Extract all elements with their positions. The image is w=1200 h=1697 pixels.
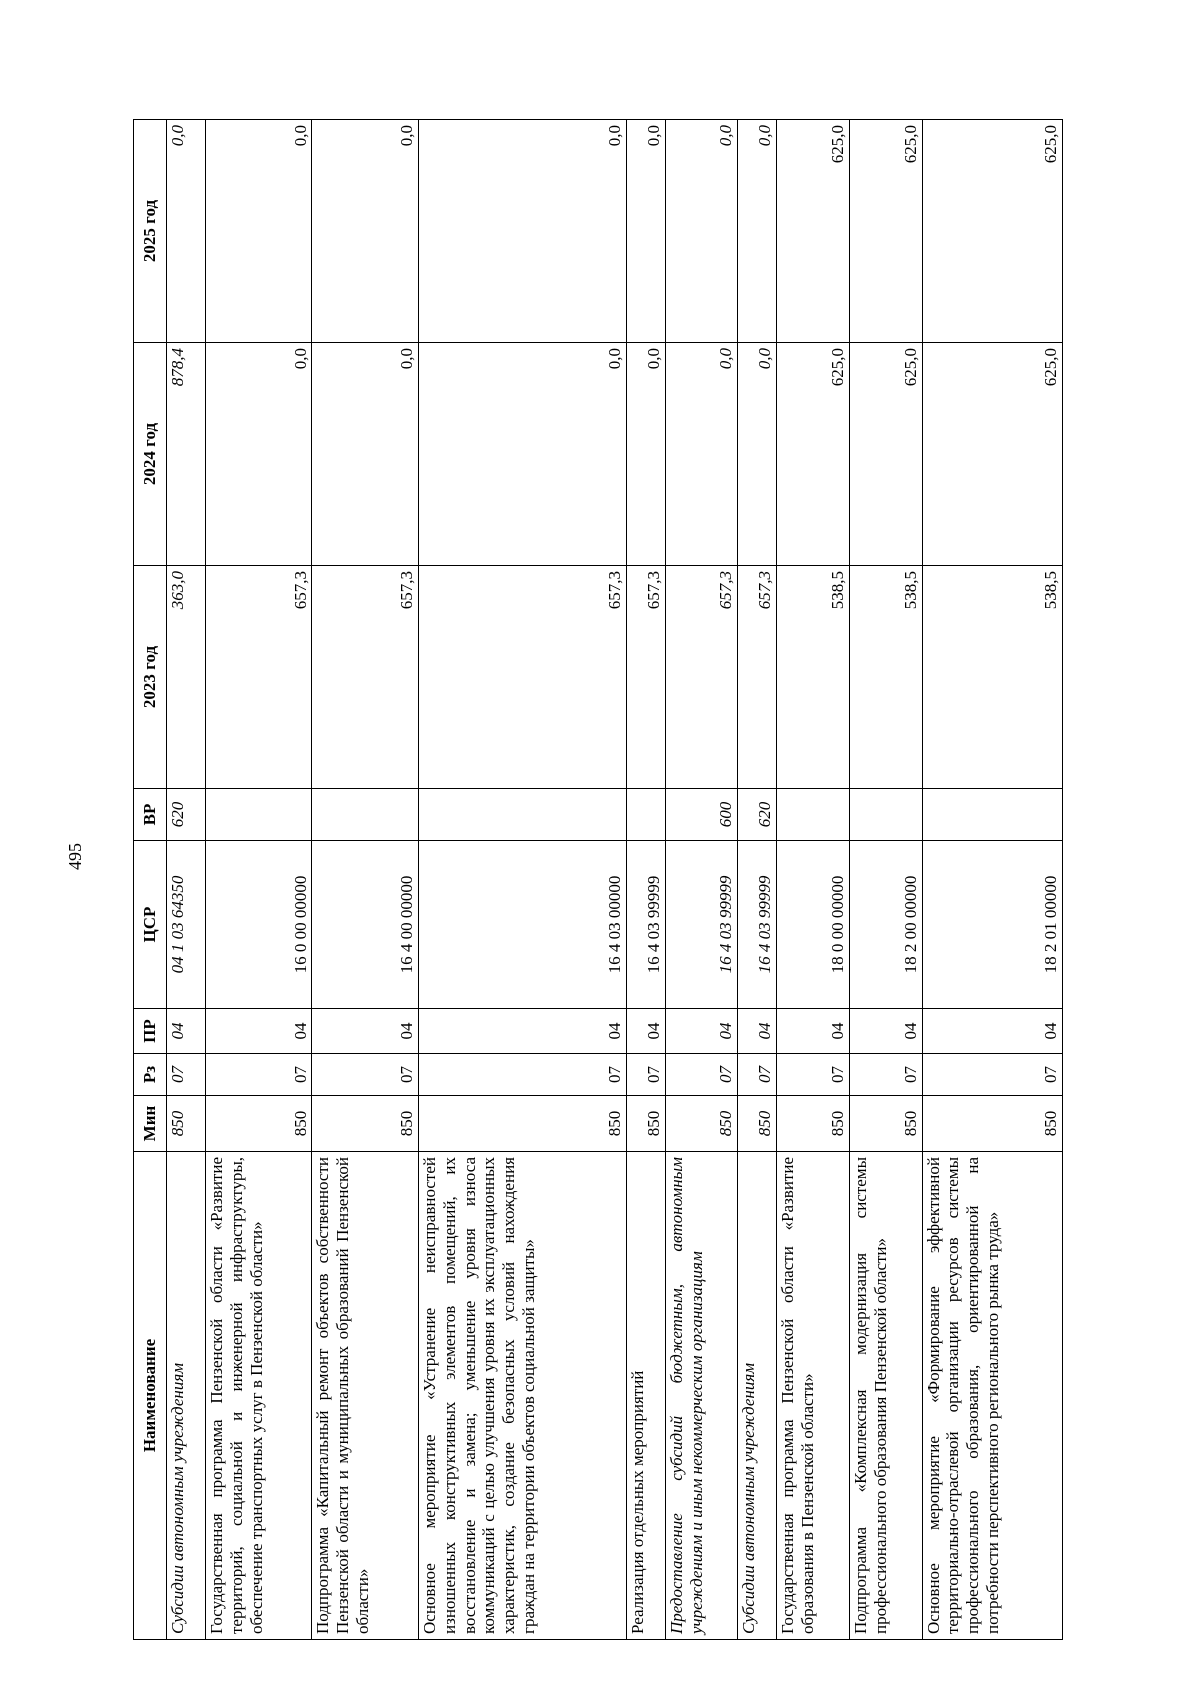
table-row [626,120,665,1640]
rz-cell: 07 [167,1054,206,1096]
pr-cell: 04 [777,1009,850,1054]
rz-cell: 07 [312,1054,418,1096]
rz-cell: 07 [205,1054,311,1096]
name-cell: Субсидии автономным учреждениям [738,1152,777,1640]
table-row [849,120,922,1640]
value-2023-cell: 657,3 [205,566,311,789]
value-2025-cell: 0,0 [626,120,665,343]
value-2025-cell: 0,0 [167,120,206,343]
value-2025-cell: 0,0 [418,120,626,343]
csr-cell: 18 2 01 00000 [922,841,1062,1009]
value-2023-cell: 657,3 [738,566,777,789]
pr-cell: 04 [205,1009,311,1054]
pr-cell: 04 [738,1009,777,1054]
table-row [665,120,738,1640]
rz-cell: 07 [626,1054,665,1096]
table-row [738,120,777,1640]
min-cell: 850 [418,1096,626,1152]
pr-cell: 04 [312,1009,418,1054]
csr-cell: 16 4 03 99999 [738,841,777,1009]
min-cell: 850 [312,1096,418,1152]
rotated-page-content [133,120,1063,1640]
header-2024: 2024 год [134,343,167,566]
value-2025-cell: 0,0 [312,120,418,343]
vr-cell [312,789,418,841]
value-2023-cell: 657,3 [626,566,665,789]
min-cell: 850 [167,1096,206,1152]
table-row [418,120,626,1640]
value-2025-cell: 0,0 [665,120,738,343]
vr-cell: 620 [738,789,777,841]
pr-cell: 04 [922,1009,1062,1054]
csr-cell: 04 1 03 64350 [167,841,206,1009]
pr-cell: 04 [418,1009,626,1054]
table-row [777,120,850,1640]
header-2025: 2025 год [134,120,167,343]
table-row [922,120,1062,1640]
value-2025-cell: 0,0 [738,120,777,343]
value-2023-cell: 538,5 [849,566,922,789]
header-rz: Рз [134,1054,167,1096]
vr-cell [205,789,311,841]
csr-cell: 16 4 03 99999 [626,841,665,1009]
header-vr: ВР [134,789,167,841]
table-header-row [134,120,167,1640]
value-2025-cell: 625,0 [849,120,922,343]
header-csr: ЦСР [134,841,167,1009]
value-2024-cell: 625,0 [849,343,922,566]
csr-cell: 16 4 03 00000 [418,841,626,1009]
csr-cell: 18 0 00 00000 [777,841,850,1009]
rz-cell: 07 [849,1054,922,1096]
value-2024-cell: 0,0 [312,343,418,566]
budget-table [133,119,1063,1640]
name-cell: Государственная программа Пензенской области «Развитие территорий, социальной и инженерной инфраструктуры, обеспечение транспортных услуг в Пензенской области» [205,1152,311,1640]
value-2023-cell: 538,5 [922,566,1062,789]
value-2023-cell: 363,0 [167,566,206,789]
table-row [167,120,206,1640]
value-2025-cell: 0,0 [205,120,311,343]
value-2024-cell: 625,0 [777,343,850,566]
page-number: 495 [65,843,85,870]
min-cell: 850 [777,1096,850,1152]
csr-cell: 16 4 00 00000 [312,841,418,1009]
value-2024-cell: 0,0 [738,343,777,566]
value-2024-cell: 625,0 [922,343,1062,566]
header-2023: 2023 год [134,566,167,789]
min-cell: 850 [738,1096,777,1152]
name-cell: Подпрограмма «Капитальный ремонт объектов собственности Пензенской области и муниципальных образований Пензенской области» [312,1152,418,1640]
name-cell: Основное мероприятие «Формирование эффективной территориально-отраслевой организации ресурсов системы профессионального образования, ориентированной на потребности перспективного регионального рынка труда» [922,1152,1062,1640]
rz-cell: 07 [738,1054,777,1096]
name-cell: Предоставление субсидий бюджетным, автономным учреждениям и иным некоммерческим организациям [665,1152,738,1640]
value-2023-cell: 538,5 [777,566,850,789]
value-2024-cell: 878,4 [167,343,206,566]
csr-cell: 18 2 00 00000 [849,841,922,1009]
vr-cell: 620 [167,789,206,841]
value-2023-cell: 657,3 [312,566,418,789]
vr-cell [922,789,1062,841]
value-2024-cell: 0,0 [205,343,311,566]
vr-cell [626,789,665,841]
min-cell: 850 [849,1096,922,1152]
min-cell: 850 [922,1096,1062,1152]
table-body [167,120,1063,1640]
vr-cell [849,789,922,841]
pr-cell: 04 [665,1009,738,1054]
rz-cell: 07 [418,1054,626,1096]
name-cell: Реализация отдельных мероприятий [626,1152,665,1640]
value-2024-cell: 0,0 [626,343,665,566]
csr-cell: 16 4 03 99999 [665,841,738,1009]
vr-cell: 600 [665,789,738,841]
name-cell: Подпрограмма «Комплексная модернизация системы профессионального образования Пензенской области» [849,1152,922,1640]
name-cell: Основное мероприятие «Устранение неисправностей изношенных конструктивных элементов помещений, их восстановление и замена; уменьшение уровня износа коммуникаций с целью улучшения уровня их эксплуатационных характеристик, создание безопасных условий нахождения граждан на территории объектов социальной защиты» [418,1152,626,1640]
value-2024-cell: 0,0 [665,343,738,566]
pr-cell: 04 [626,1009,665,1054]
pr-cell: 04 [167,1009,206,1054]
header-name: Наименование [134,1152,167,1640]
table-row [205,120,311,1640]
value-2025-cell: 625,0 [922,120,1062,343]
rz-cell: 07 [665,1054,738,1096]
name-cell: Субсидии автономным учреждениям [167,1152,206,1640]
rz-cell: 07 [777,1054,850,1096]
header-min: Мин [134,1096,167,1152]
value-2023-cell: 657,3 [418,566,626,789]
vr-cell [777,789,850,841]
value-2024-cell: 0,0 [418,343,626,566]
value-2023-cell: 657,3 [665,566,738,789]
vr-cell [418,789,626,841]
csr-cell: 16 0 00 00000 [205,841,311,1009]
rz-cell: 07 [922,1054,1062,1096]
min-cell: 850 [626,1096,665,1152]
value-2025-cell: 625,0 [777,120,850,343]
name-cell: Государственная программа Пензенской области «Развитие образования в Пензенской области» [777,1152,850,1640]
min-cell: 850 [205,1096,311,1152]
pr-cell: 04 [849,1009,922,1054]
header-pr: ПР [134,1009,167,1054]
min-cell: 850 [665,1096,738,1152]
table-row [312,120,418,1640]
